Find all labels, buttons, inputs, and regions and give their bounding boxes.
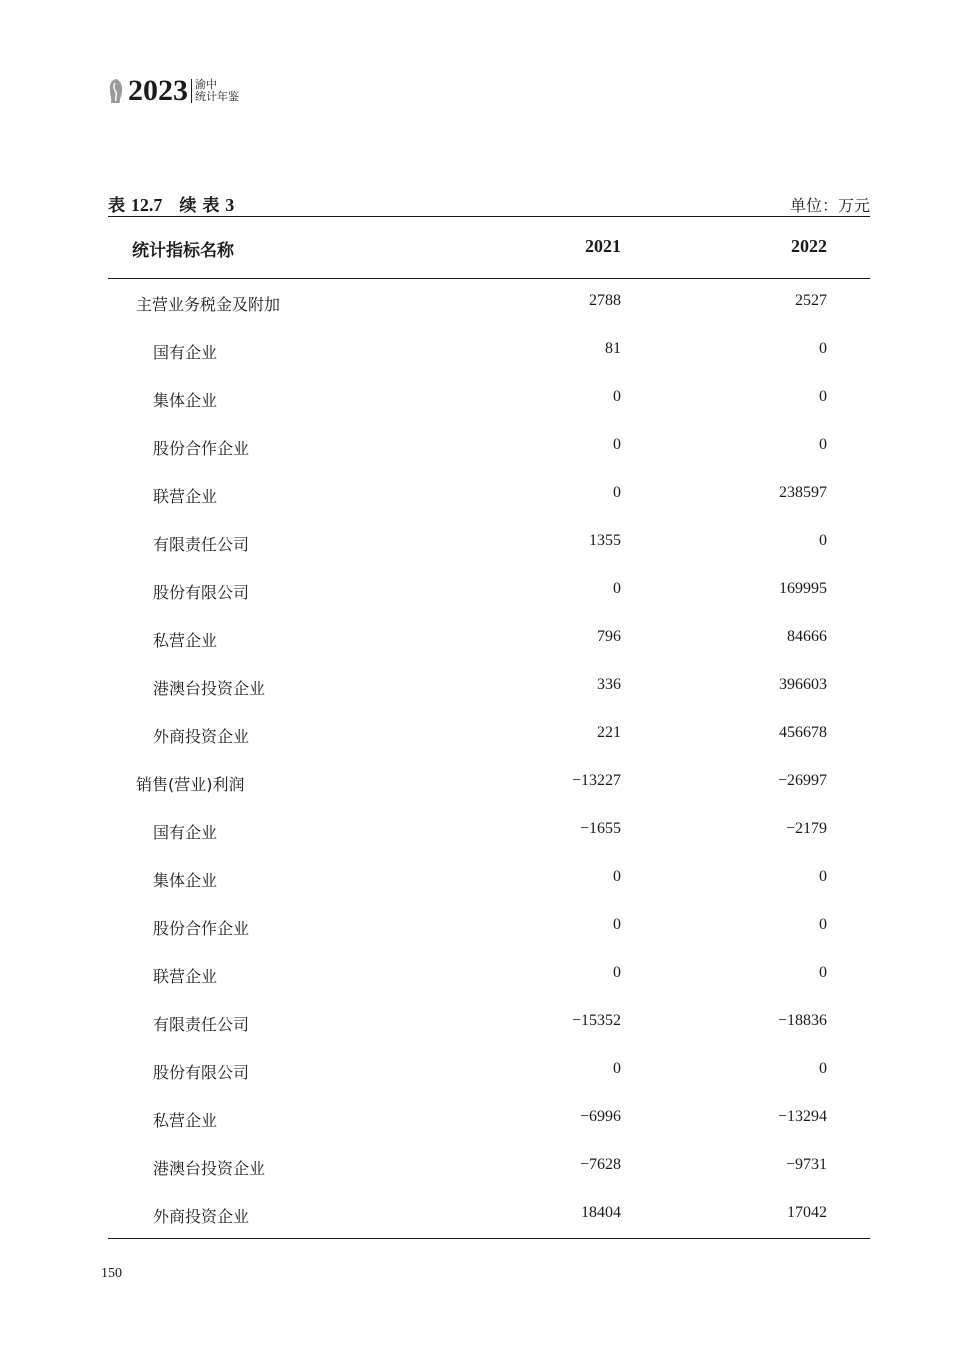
logo-divider [191, 79, 192, 103]
row-value-2021: 796 [597, 628, 621, 645]
row-indicator-name: 私营企业 [153, 1111, 218, 1130]
row-value-2022: −18836 [777, 1012, 827, 1029]
row-value-2022: 396603 [779, 676, 827, 693]
table-row [0, 854, 962, 902]
row-value-2022: −2179 [785, 820, 827, 837]
table-row [0, 806, 962, 854]
table-row [0, 470, 962, 518]
row-value-2021: 0 [613, 580, 621, 597]
table-caption [108, 191, 870, 215]
row-value-2022: 169995 [779, 580, 827, 597]
table-row [0, 950, 962, 998]
row-indicator-name: 集体企业 [153, 871, 218, 890]
row-value-2022: 0 [819, 388, 827, 405]
row-indicator-name: 主营业务税金及附加 [136, 295, 281, 314]
table-row [0, 710, 962, 758]
row-indicator-name: 国有企业 [153, 343, 218, 362]
row-value-2021: 0 [613, 1060, 621, 1077]
row-indicator-name: 联营企业 [153, 967, 218, 986]
row-indicator-name: 集体企业 [153, 391, 218, 410]
header-2021: 2021 [585, 236, 621, 256]
table-row [0, 518, 962, 566]
row-value-2021: 18404 [581, 1204, 621, 1221]
row-value-2021: 81 [605, 340, 621, 357]
caption-continuation: 3 [225, 195, 235, 215]
row-value-2022: 84666 [787, 628, 827, 645]
row-value-2021: −13227 [571, 772, 621, 789]
row-indicator-name: 国有企业 [153, 823, 218, 842]
table-title [108, 191, 234, 216]
row-indicator-name: 外商投资企业 [153, 727, 250, 746]
row-value-2021: 336 [597, 676, 621, 693]
row-value-2022: −9731 [785, 1156, 827, 1173]
row-value-2021: 0 [613, 436, 621, 453]
table-top-rule [108, 216, 870, 217]
row-value-2022: −26997 [777, 772, 827, 789]
page-number: 150 [101, 1266, 122, 1281]
row-value-2021: 1355 [589, 532, 621, 549]
header-indicator-name: 统计指标名称 [132, 241, 234, 261]
caption-suffix: 续 表 [162, 196, 226, 216]
row-value-2021: −7628 [579, 1156, 621, 1173]
row-value-2021: 0 [613, 484, 621, 501]
caption-prefix: 表 [108, 196, 131, 216]
row-indicator-name: 销售(营业)利润 [136, 775, 245, 794]
row-value-2022: −13294 [777, 1108, 827, 1125]
row-indicator-name: 私营企业 [153, 631, 218, 650]
row-indicator-name: 港澳台投资企业 [153, 1159, 266, 1178]
row-value-2021: 0 [613, 964, 621, 981]
row-value-2022: 2527 [795, 292, 827, 309]
chongqing-emblem-icon [108, 78, 124, 104]
table-row [0, 374, 962, 422]
table-row [0, 1046, 962, 1094]
row-value-2022: 238597 [779, 484, 827, 501]
caption-number: 12.7 [130, 195, 163, 215]
row-indicator-name: 股份有限公司 [153, 583, 250, 602]
table-unit: 单位：万元 [789, 196, 870, 215]
table-row [0, 326, 962, 374]
yearbook-logo [108, 74, 239, 108]
table-row [0, 662, 962, 710]
row-indicator-name: 有限责任公司 [153, 1015, 250, 1034]
row-value-2021: 2788 [589, 292, 621, 309]
table-row [0, 1142, 962, 1190]
row-value-2022: 0 [819, 436, 827, 453]
logo-book-name [195, 79, 239, 103]
row-value-2022: 0 [819, 532, 827, 549]
table-row [0, 1190, 962, 1238]
row-indicator-name: 外商投资企业 [153, 1207, 250, 1226]
logo-year: 2023 [128, 74, 188, 107]
table-row [0, 758, 962, 806]
table-row [0, 278, 962, 326]
table-row [0, 566, 962, 614]
row-value-2022: 0 [819, 916, 827, 933]
row-value-2022: 456678 [779, 724, 827, 741]
logo-line-1: 渝中 [195, 78, 217, 91]
row-value-2022: 0 [819, 868, 827, 885]
row-indicator-name: 股份合作企业 [153, 439, 250, 458]
row-value-2021: −1655 [579, 820, 621, 837]
row-indicator-name: 港澳台投资企业 [153, 679, 266, 698]
logo-line-2: 统计年鉴 [195, 90, 239, 103]
row-value-2021: −15352 [571, 1012, 621, 1029]
row-value-2022: 0 [819, 340, 827, 357]
row-value-2022: 0 [819, 964, 827, 981]
table-row [0, 1094, 962, 1142]
row-value-2022: 0 [819, 1060, 827, 1077]
row-value-2021: 0 [613, 388, 621, 405]
table-row [0, 998, 962, 1046]
table-row [0, 902, 962, 950]
row-indicator-name: 股份合作企业 [153, 919, 250, 938]
row-value-2022: 17042 [787, 1204, 827, 1221]
row-value-2021: 0 [613, 868, 621, 885]
row-indicator-name: 有限责任公司 [153, 535, 250, 554]
row-value-2021: −6996 [579, 1108, 621, 1125]
row-indicator-name: 联营企业 [153, 487, 218, 506]
table-bottom-rule [108, 1238, 870, 1239]
table-row [0, 422, 962, 470]
row-indicator-name: 股份有限公司 [153, 1063, 250, 1082]
row-value-2021: 0 [613, 916, 621, 933]
table-row [0, 614, 962, 662]
header-2022: 2022 [791, 236, 827, 256]
row-value-2021: 221 [597, 724, 621, 741]
